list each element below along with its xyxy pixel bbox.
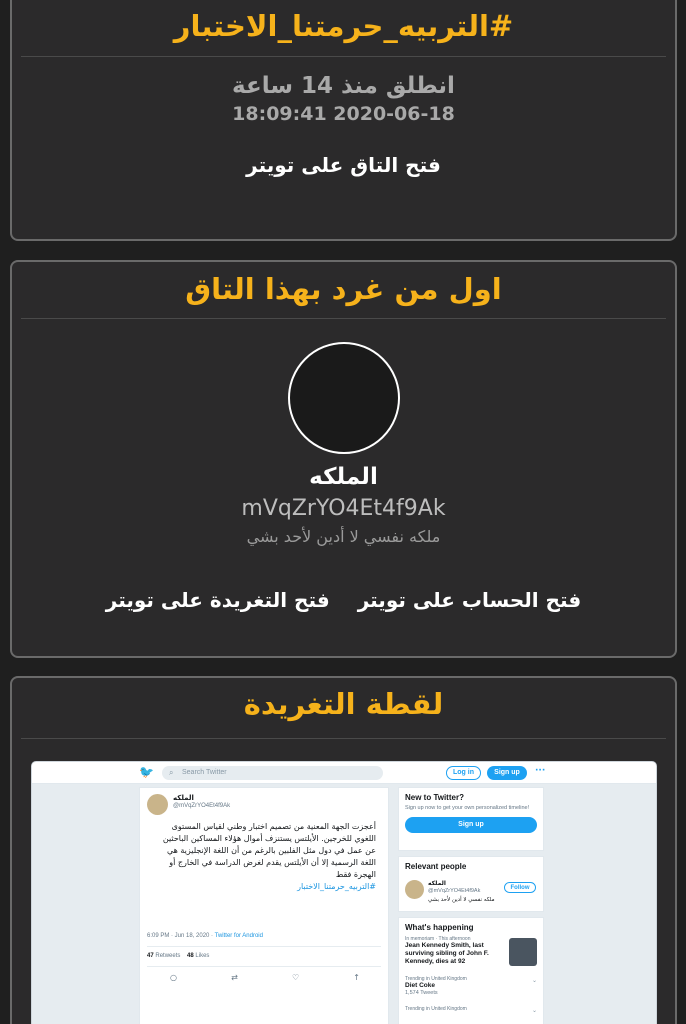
open-tag-on-twitter-link[interactable]: فتح التاق على تويتر — [246, 153, 441, 177]
new-to-twitter-panel — [398, 787, 544, 851]
divider — [21, 56, 666, 57]
twitter-topbar — [32, 762, 656, 784]
divider — [21, 738, 666, 739]
tweet-avatar — [147, 794, 168, 815]
like-icon: ♡ — [291, 973, 300, 982]
twitter-login-button: Log in — [446, 766, 481, 780]
chevron-down-icon: ⌄ — [531, 1008, 537, 1014]
tweet-body: أعجزت الجهة المعنية من تصميم اختبار وطني لقياس المستوى اللغوي للخرجين. الأيلتس يستنزف أموال هؤلاء المساكين الباحثين عن عمل في دول مثل الفلبين بالرغم من أن اللغة الإنجليزية هي اللغة الرسمية إلا أن الأيلتس يقدم لغرض الدراسة في الخارج أو الهجرة فقط — [162, 822, 376, 879]
started-ago-text: انطلق منذ 14 ساعة — [232, 73, 455, 99]
whats-happening-heading: What's happening — [405, 923, 474, 932]
trend-item — [399, 1004, 543, 1014]
relevant-avatar — [405, 880, 424, 899]
open-tweet-on-twitter-link[interactable]: فتح التغريدة على تويتر — [105, 588, 330, 612]
twitter-signup-big-button: Sign up — [405, 817, 537, 833]
tweet-author-handle: @mVqZrYO4Et4f9Ak — [173, 803, 231, 809]
trend-count: 1,574 Tweets — [405, 990, 438, 996]
open-account-on-twitter-link[interactable]: فتح الحساب على تويتر — [357, 588, 582, 612]
likes-count: 48 — [187, 953, 194, 959]
relevant-handle: @mVqZrYO4Et4f9Ak — [428, 888, 481, 894]
share-icon: ↑ — [353, 973, 360, 982]
new-to-twitter-text: Sign up now to get your own personalized timeline! — [405, 805, 530, 811]
tweet-screenshot-image — [31, 761, 657, 1024]
more-icon: ··· — [535, 766, 546, 776]
profile-links-row — [12, 588, 675, 612]
chevron-down-icon: ⌄ — [531, 978, 537, 984]
trend-item — [399, 934, 543, 968]
avatar — [288, 342, 400, 454]
divider — [147, 946, 381, 947]
first-tweeter-card — [10, 260, 677, 658]
reply-icon: ○ — [170, 973, 177, 982]
tweet-text — [156, 821, 376, 893]
trend-category: Trending in United Kingdom — [405, 1006, 467, 1012]
tweet-meta — [147, 933, 263, 939]
tweet-screenshot-title: لقطة التغريدة — [243, 687, 444, 721]
whats-happening-panel — [398, 917, 544, 1024]
tweet-actions — [170, 973, 360, 982]
new-to-twitter-heading: New to Twitter? — [405, 793, 464, 802]
twitter-search-placeholder: Search Twitter — [182, 769, 227, 776]
hashtag-card — [10, 0, 677, 241]
follow-button: Follow — [504, 882, 536, 893]
trend-thumbnail — [509, 938, 537, 966]
user-handle: mVqZrYO4Et4f9Ak — [241, 496, 446, 521]
trend-title: Jean Kennedy Smith, last surviving sibling of John F. Kennedy, dies at 92 — [405, 942, 489, 965]
trend-category: Trending in United Kingdom — [405, 976, 467, 982]
relevant-people-heading: Relevant people — [405, 862, 467, 871]
relevant-bio: ملكه نفسي لا أدين لأحد بشي — [428, 897, 495, 903]
user-name: الملكه — [309, 464, 378, 490]
retweets-count: 47 — [147, 953, 154, 959]
divider — [147, 966, 381, 967]
tweet-hashtag: #التربيه_حرمتنا_الاختبار — [297, 882, 376, 891]
twitter-signup-button: Sign up — [487, 766, 527, 780]
trend-category: In memoriam · This afternoon — [405, 936, 471, 942]
twitter-search-box — [162, 766, 383, 780]
tweet-source: Twitter for Android — [214, 933, 263, 939]
relevant-name: الملكه — [428, 880, 446, 887]
tweet-author-name: الملكه — [173, 794, 194, 802]
tweet-stats — [147, 953, 209, 959]
retweets-label: Retweets — [155, 953, 181, 959]
trend-item — [399, 974, 543, 998]
user-bio: ملكه نفسي لا أدين لأحد بشي — [246, 527, 441, 546]
tweet-panel — [139, 787, 389, 1024]
twitter-bird-icon: 🐦 — [139, 765, 154, 779]
search-icon: ⌕ — [169, 768, 174, 777]
first-tweeter-title: اول من غرد بهذا التاق — [185, 272, 502, 306]
tweet-time: 6:09 PM · Jun 18, 2020 · — [147, 933, 215, 939]
hashtag-title: #التربيه_حرمتنا_الاختبار — [173, 9, 514, 43]
tweet-screenshot-card — [10, 676, 677, 1024]
relevant-people-panel — [398, 856, 544, 912]
retweet-icon: ⇄ — [231, 973, 238, 982]
start-datetime: 18:09:41 2020-06-18 — [232, 103, 455, 125]
trend-title: Diet Coke — [405, 982, 435, 989]
likes-label: Likes — [195, 953, 210, 959]
divider — [21, 318, 666, 319]
